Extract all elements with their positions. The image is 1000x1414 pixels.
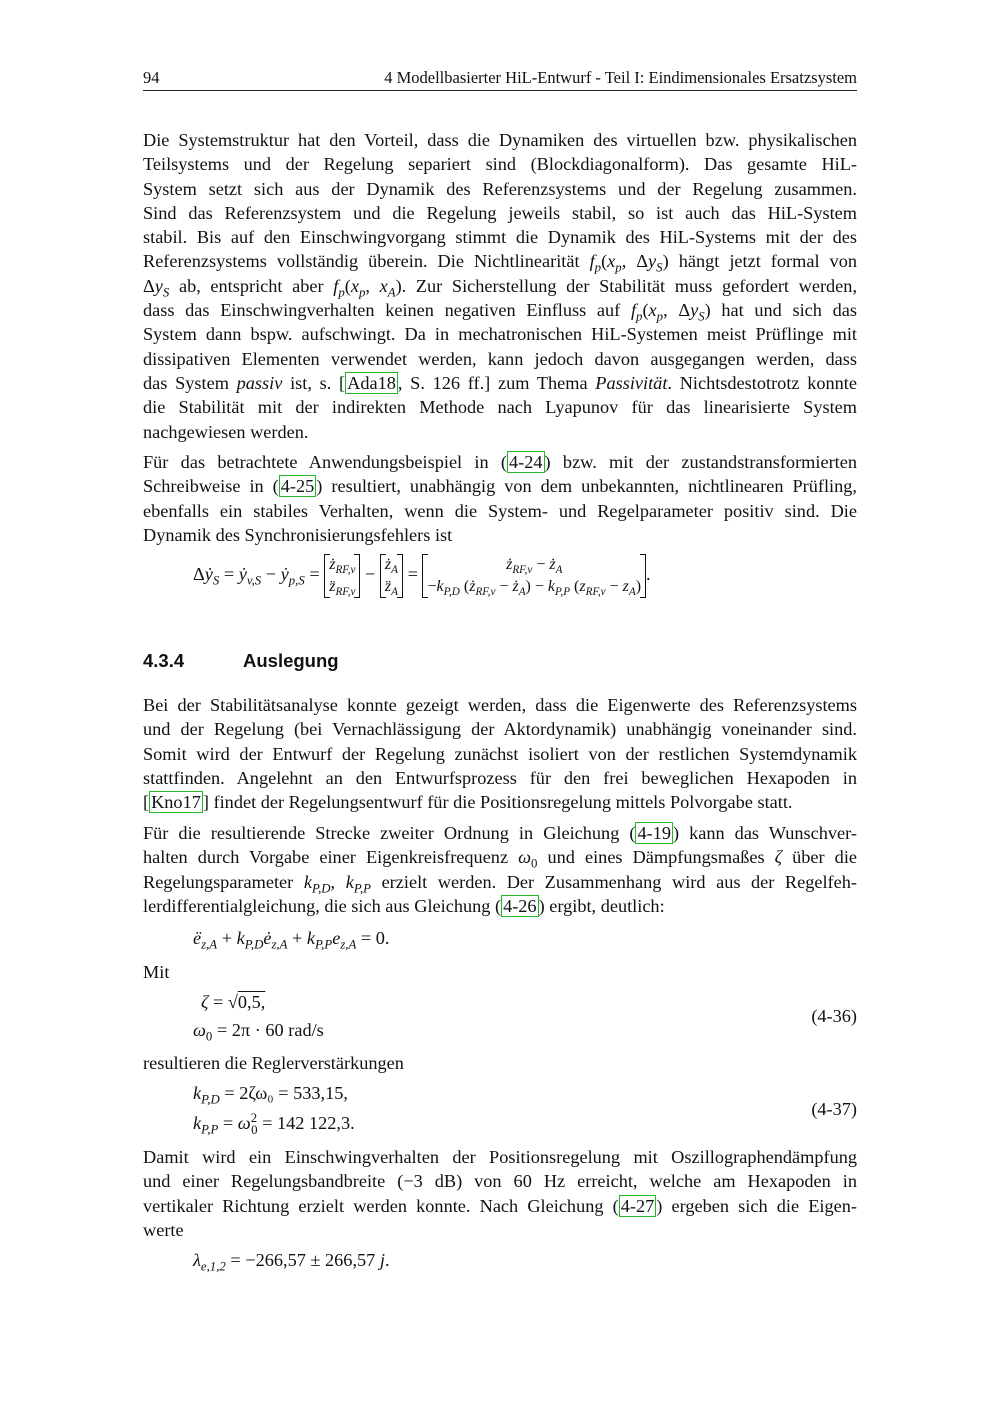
equation-link[interactable]: 4-25 — [280, 476, 315, 497]
text-line: halten durch Vorgabe einer Eigenkreisfrequenz $\omega_0$ und eines Dämpfungsmaßes ζ über die — [143, 847, 858, 871]
text-line: Damit wird ein Einschwingverhalten der Positionsregelung mit Oszillographendämpfung — [143, 1147, 857, 1167]
text-line: stattfinden. Angelehnt an den Entwurfsprozess für den frei beweglichen Hexapoden in — [143, 767, 857, 788]
text-line: Bei der Stabilitätsanalyse konnte gezeigt werden, dass die Eigenwerte des Referenzsystems — [143, 695, 857, 715]
text-line: Regelungsparameter $k_{P,D}$, $k_{P,P}$ erzielt werden. Der Zusammenhang wird aus der Regelfeh- — [143, 871, 857, 896]
section-heading — [143, 650, 339, 672]
paragraph-application-example — [143, 450, 857, 547]
text-line: [ Kno17 ] findet der Regelungsentwurf für die Positionsregelung mittels Polvorgabe statt. — [143, 792, 793, 813]
gain-kpd-equation: $k_{P,D} = 2\zeta\omega_0 = 533,15$, — [193, 1083, 348, 1107]
text-line: werte — [143, 1219, 184, 1240]
text-line: Teilsystems und der Regelung separiert sind (Blockdiagonalform). Das gesamte HiL- — [143, 154, 857, 175]
equation-link[interactable]: 4-27 — [620, 1195, 655, 1216]
paragraph-bandwidth — [143, 1145, 857, 1242]
text-line: und einer Regelungsbandbreite (−3 dB) von 60 Hz erreicht, welche am Hexapoden in — [143, 1171, 857, 1192]
damping-equation: ζ = √0,5, — [201, 992, 266, 1012]
text-line: die Stabilität mit der indirekten Methode nach Lyapunov für das linearisierte System — [143, 397, 857, 418]
equation-number: (4-37) — [811, 1099, 857, 1119]
section-title: Auslegung — [243, 650, 339, 671]
text-line: Für die resultierende Strecke zweiter Ordnung in Gleichung ( 4-19 ) kann das Wunschver- — [143, 823, 857, 843]
text-line: das System passiv ist, s. [ Ada18 , S. 126 ff.] zum Thema Passivität. Nichtsdestotrotz konnte — [143, 372, 857, 393]
text-line: System setzt sich aus der Dynamik des Referenzsystems und der Regelung zusammen. — [143, 178, 857, 199]
equation-link[interactable]: 4-26 — [503, 895, 537, 916]
citation-link[interactable]: Ada18 — [347, 372, 396, 393]
text-mit: Mit — [143, 962, 170, 982]
section-number: 4.3.4 — [143, 650, 185, 671]
error-differential-equation: $ë_{z,A}$ + $k_{P,D}ė_{z,A} + k_{P,P}e_{z,A} = 0$. — [193, 928, 390, 952]
page-header — [143, 66, 857, 91]
text-line: Sind das Referenzsystem und die Regelung jeweils stabil, so ist auch das HiL-System — [143, 202, 857, 223]
matrix-error-dynamics: $ż_{RF,v}$ − $ż_A$ $-k_{P,D}$ ($ż_{RF,v}$ − $ż_A) - k_{P,P}$ $(z_{RF,v} - z_A)$ — [422, 554, 646, 598]
gain-kpp-equation: $k_{P,P} = \omega^2_0 = 142$ 122,3. — [193, 1110, 355, 1137]
citation-link[interactable]: Kno17 — [151, 792, 201, 813]
matrix-reference-derivatives: $ż_{RF,v}$ $z̈_{RF,v}$ — [324, 554, 360, 598]
text-line: Schreibweise in ( 4-25 ) resultiert, unabhängig von dem unbekannten, nichtlinearen Prüfling, — [143, 476, 857, 497]
equation-link[interactable]: 4-19 — [637, 823, 671, 843]
text-line: Dynamik des Synchronisierungsfehlers ist — [143, 524, 453, 545]
equation-number: (4-36) — [811, 1006, 857, 1026]
text-line: lerdifferentialgleichung, die sich aus Gleichung ( 4-26 ) ergibt, deutlich: — [143, 895, 665, 916]
equation-link[interactable]: 4-24 — [509, 452, 543, 472]
text-line: $\Delta y_S$ ab, entspricht aber $f_p(x_p$, $x_A$). Zur Sicherstellung der Stabilität muss gefordert werden, — [143, 275, 858, 300]
text-resultieren: resultieren die Reglerverstärkungen — [143, 1053, 404, 1073]
text-line: System dann bspw. aufschwingt. Da in mechatronischen HiL-Systemen meist Prüflinge mit — [143, 324, 857, 345]
page-number: 94 — [143, 68, 160, 87]
sync-error-equation: Δẏ$_S$ = ẏ$_{v,S}$ − ẏ$_{p,S}$ = $ż_{RF,v}$ $z̈_{RF,v}$ − $ż_A$ $z̈_A$ = $ż_{RF,v}$ − $ż_A$ $-k_{P,D}$ ($ż_{RF,v}$ − $ż_A) - k_{P,P}$ $(z_{RF,v} - z_A)$ . — [193, 556, 651, 599]
text-line: dass das Einschwingverhalten keinen negativen Einfluss auf $f_p(x_p$, $\Delta y_S$) hat und sich das — [143, 300, 857, 324]
text-line: Referenzsystems vollständig überein. Die Nichtlinearität $f_p(x_p$, $\Delta y_S$) hängt jetzt formal von — [143, 251, 857, 276]
paragraph-system-structure — [143, 128, 857, 444]
frequency-equation: $\omega_0 = 2\pi \cdot 60$ rad/s — [193, 1020, 324, 1044]
text-line: Die Systemstruktur hat den Vorteil, dass die Dynamiken des virtuellen bzw. physikalischen — [143, 130, 857, 150]
text-line: ebenfalls ein stabiles Verhalten, wenn die System- und Regelparameter positiv sind. Die — [143, 500, 857, 521]
text-line: und der Regelung (bei Vernachlässigung der Aktordynamik) unabhängig voneinander sind. — [143, 719, 857, 740]
paragraph-stability-analysis — [143, 693, 857, 814]
paragraph-controller-design — [143, 821, 857, 918]
running-title: 4 Modellbasierter HiL-Entwurf - Teil I: Eindimensionales Ersatzsystem — [384, 68, 857, 87]
text-line: Für das betrachtete Anwendungsbeispiel in ( 4-24 ) bzw. mit der zustandstransformierten — [143, 452, 857, 472]
text-line: dissipativen Elementen verwendet werden, kann jedoch davon ausgegangen werden, dass — [143, 348, 857, 369]
matrix-actuator-derivatives: $ż_A$ $z̈_A$ — [380, 554, 403, 598]
eigenvalue-equation: $\lambda_{e,1,2} = -266,57 \pm 266,57$ j. — [193, 1250, 390, 1274]
text-line: Somit wird der Entwurf der Regelung zunächst isoliert von der restlichen Systemdynamik — [143, 743, 857, 764]
text-line: nachgewiesen werden. — [143, 421, 309, 442]
text-line: stabil. Bis auf den Einschwingvorgang stimmt die Dynamik des HiL-Systems mit der des — [143, 227, 857, 248]
text-line: vertikaler Richtung erzielt werden konnte. Nach Gleichung ( 4-27 ) ergeben sich die Eigen- — [143, 1195, 857, 1216]
